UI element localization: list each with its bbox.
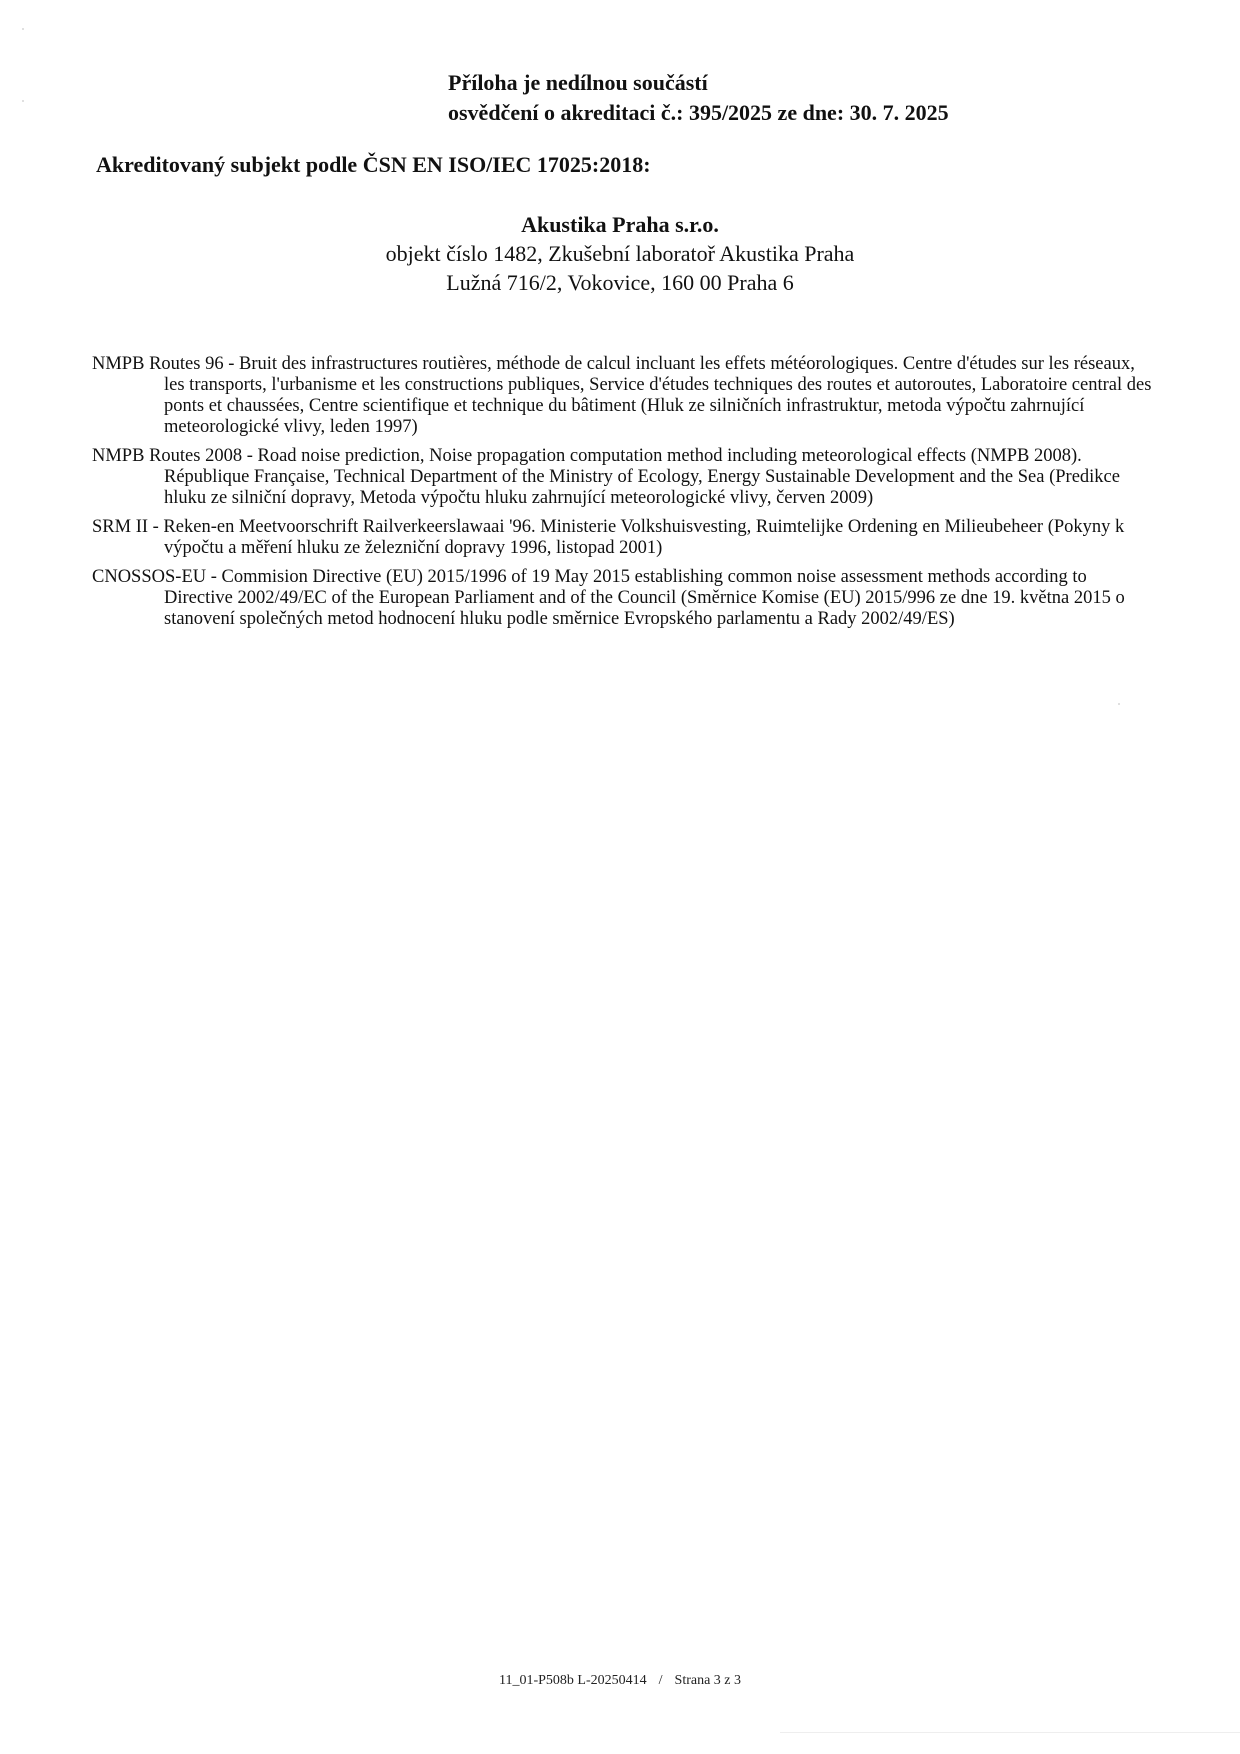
annex-header-line-2: osvědčení o akreditaci č.: 395/2025 ze dne: 30. 7. 2025	[448, 100, 949, 125]
organization-address: Lužná 716/2, Vokovice, 160 00 Praha 6	[446, 270, 794, 295]
organization-block	[300, 210, 940, 297]
organization-name: Akustika Praha s.r.o.	[521, 212, 719, 237]
scan-speck	[22, 28, 24, 30]
scan-speck	[22, 100, 24, 102]
annex-header-line-1: Příloha je nedílnou součástí	[448, 70, 708, 95]
scan-speck	[1118, 703, 1120, 705]
page-footer	[0, 1673, 1240, 1689]
reference-item: NMPB Routes 96 - Bruit des infrastructures routières, méthode de calcul incluant les effets météorologiques. Centre d'études sur les réseaux, les transports, l'urbanisme et les constructions publiques, Service d'études techniques des routes et autoroutes, Laboratoire central des ponts et chaussées, Centre scientifique et technique du bâtiment (Hluk ze silničních infrastruktur, metoda výpočtu zahrnující meteorologické vlivy, leden 1997)	[92, 354, 1152, 437]
accredited-subject-heading: Akreditovaný subjekt podle ČSN EN ISO/IEC 17025:2018:	[96, 152, 651, 177]
reference-item: SRM II - Reken-en Meetvoorschrift Railverkeerslawaai '96. Ministerie Volkshuisvesting, Ruimtelijke Ordening en Milieubeheer (Pokyny k výpočtu a měření hluku ze železniční dopravy 1996, listopad 2001)	[92, 517, 1125, 558]
reference-item: NMPB Routes 2008 - Road noise prediction, Noise propagation computation method including meteorological effects (NMPB 2008). République Française, Technical Department of the Ministry of Ecology, Energy Sustainable Development and the Sea (Predikce hluku ze silniční dopravy, Metoda výpočtu hluku zahrnující meteorologické vlivy, červen 2009)	[92, 446, 1120, 508]
document-code: 11_01-P508b L-20250414	[498, 1673, 647, 1688]
reference-list	[92, 354, 1152, 638]
page-number: Strana 3 z 3	[674, 1673, 742, 1688]
annex-header	[448, 68, 949, 128]
scan-edge-line	[780, 1732, 1240, 1733]
reference-item: CNOSSOS-EU - Commision Directive (EU) 2015/1996 of 19 May 2015 establishing common noise assessment methods according to Directive 2002/49/EC of the European Parliament and of the Council (Směrnice Komise (EU) 2015/996 ze dne 19. května 2015 o stanovení společných metod hodnocení hluku podle směrnice Evropského parlamentu a Rady 2002/49/ES)	[92, 567, 1125, 629]
organization-facility: objekt číslo 1482, Zkušební laboratoř Akustika Praha	[385, 241, 855, 266]
footer-separator: /	[658, 1673, 663, 1688]
